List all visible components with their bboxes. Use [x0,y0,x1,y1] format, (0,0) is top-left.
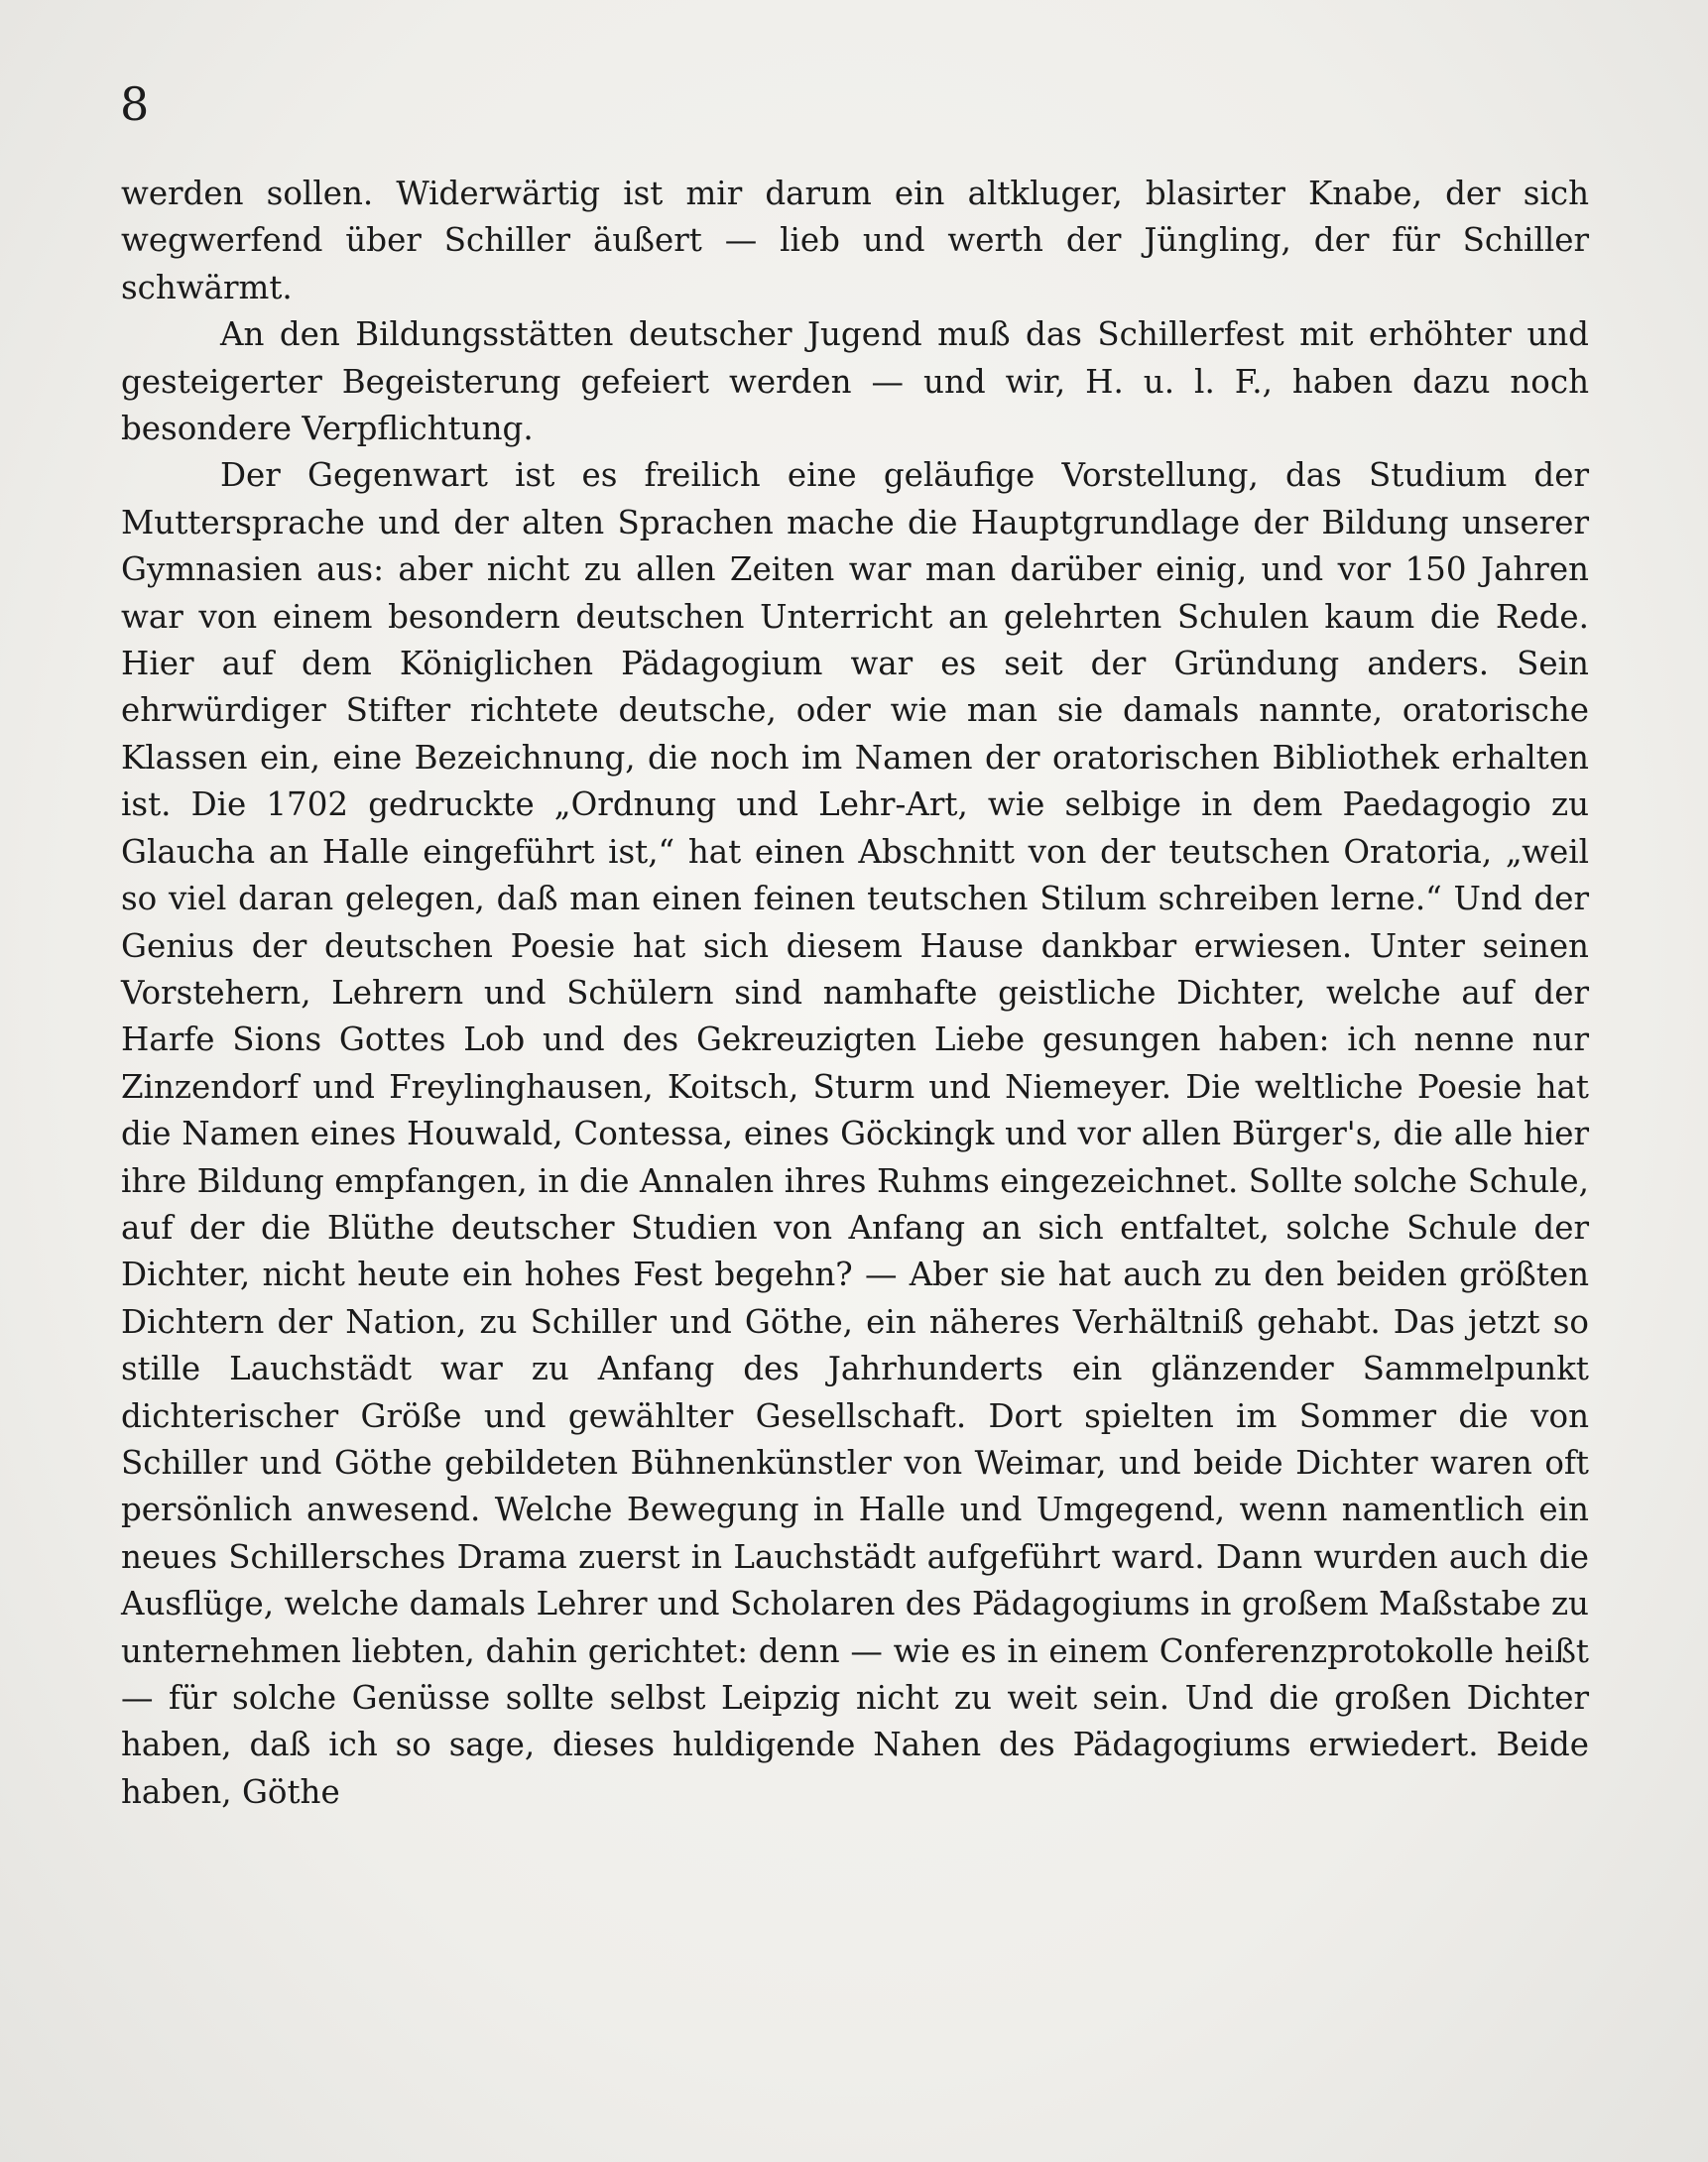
page-number: 8 [120,77,150,131]
paragraph-continuation: werden sollen. Widerwärtig ist mir darum ein altkluger, blasirter Knabe, der sich wegwerfend über Schiller äußert — lieb und werth der Jüngling, der für Schiller schwärmt. [121,175,1589,306]
body-text [121,171,1589,1816]
paragraph-schillerfest: An den Bildungsstätten deutscher Jugend muß das Schillerfest mit erhöhter und gesteigerter Begeisterung gefeiert werden — und wir, H. u. l. F., haben dazu noch besondere Verpflichtung. [121,315,1589,448]
paragraph-history: Der Gegenwart ist es freilich eine geläufige Vorstellung, das Studium der Muttersprache und der alten Sprachen mache die Hauptgrundlage der Bildung unserer Gymnasien aus: aber nicht zu allen Zeiten war man darüber einig, und vor 150 Jahren war von einem besondern deutschen Unterricht an gelehrten Schulen kaum die Rede. Hier auf dem Königlichen Pädagogium war es seit der Gründung anders. Sein ehrwürdiger Stifter richtete deutsche, oder wie man sie damals nannte, oratorische Klassen ein, eine Bezeichnung, die noch im Namen der oratorischen Bibliothek erhalten ist. Die 1702 gedruckte „Ordnung und Lehr-Art, wie selbige in dem Paedagogio zu Glaucha an Halle eingeführt ist,“ hat einen Abschnitt von der teutschen Oratoria, „weil so viel daran gelegen, daß man einen feinen teutschen Stilum schreiben lerne.“ Und der Genius der deutschen Poesie hat sich diesem Hause dankbar erwiesen. Unter seinen Vorstehern, Lehrern und Schülern sind namhafte geistliche Dichter, welche auf der Harfe Sions Gottes Lob und des Gekreuzigten Liebe gesungen haben: ich nenne nur Zinzendorf und Freylinghausen, Koitsch, Sturm und Niemeyer. Die weltliche Poesie hat die Namen eines Houwald, Contessa, eines Göckingk und vor allen Bürger's, die alle hier ihre Bildung empfangen, in die Annalen ihres Ruhms eingezeichnet. Sollte solche Schule, auf der die Blüthe deutscher Studien von Anfang an sich entfaltet, solche Schule der Dichter, nicht heute ein hohes Fest begehn? — Aber sie hat auch zu den beiden größten Dichtern der Nation, zu Schiller und Göthe, ein näheres Verhältniß gehabt. Das jetzt so stille Lauchstädt war zu Anfang des Jahrhunderts ein glänzender Sammelpunkt dichterischer Größe und gewählter Gesellschaft. Dort spielten im Sommer die von Schiller und Göthe gebildeten Bühnenkünstler von Weimar, und beide Dichter waren oft persönlich anwesend. Welche Bewegung in Halle und Umgegend, wenn namentlich ein neues Schillersches Drama zuerst in Lauchstädt aufgeführt ward. Dann wurden auch die Ausflüge, welche damals Lehrer und Scholaren des Pädagogiums in großem Maßstabe zu unternehmen liebten, dahin gerichtet: denn — wie es in einem Conferenzprotokolle heißt — für solche Genüsse sollte selbst Leipzig nicht zu weit sein. Und die großen Dichter haben, daß ich so sage, dieses huldigende Nahen des Pädagogiums erwiedert. Beide haben, Göthe [121,456,1589,1811]
